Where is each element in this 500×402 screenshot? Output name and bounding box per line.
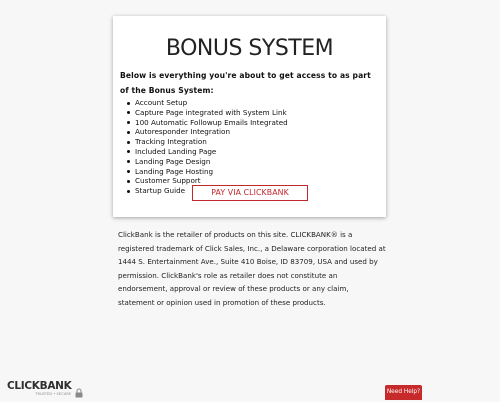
- clickbank-tagline: TRUSTED • SECURE: [35, 392, 71, 396]
- list-item: Autoresponder Integration: [126, 127, 288, 137]
- clickbank-disclaimer: ClickBank is the retailer of products on this site. CLICKBANK® is a registered trademark of Click Sales, Inc., a Delaware corporation located at 1444 S. Entertainment Ave., Suite 410 Boise, ID 83709, USA and used by permission. ClickBank's role as retailer does not constitute an endorsement, approval or review of these products or any claim, statement or opinion used in promotion of these products.: [118, 230, 386, 307]
- list-item: Account Setup: [126, 98, 288, 108]
- lock-icon: [75, 383, 83, 402]
- list-item: Capture Page integrated with System Link: [126, 108, 288, 118]
- list-item: Included Landing Page: [126, 147, 288, 157]
- feature-list: [126, 98, 288, 196]
- intro-text: Below is everything you're about to get access to as part of the Bonus System:: [120, 71, 371, 95]
- clickbank-trusted-badge[interactable]: [7, 378, 83, 398]
- offer-card: [113, 16, 386, 217]
- list-item: 100 Automatic Followup Emails Integrated: [126, 118, 288, 128]
- list-item: Customer Support: [126, 176, 288, 186]
- list-item: Landing Page Hosting: [126, 167, 288, 177]
- card-title: BONUS SYSTEM: [165, 36, 334, 61]
- need-help-button[interactable]: Need Help?: [385, 385, 422, 400]
- clickbank-wordmark: CLICKBANK: [7, 380, 72, 392]
- pay-via-clickbank-button[interactable]: PAY VIA CLICKBANK: [192, 185, 308, 201]
- list-item: Tracking Integration: [126, 137, 288, 147]
- list-item: Startup Guide: [126, 186, 288, 196]
- list-item: Landing Page Design: [126, 157, 288, 167]
